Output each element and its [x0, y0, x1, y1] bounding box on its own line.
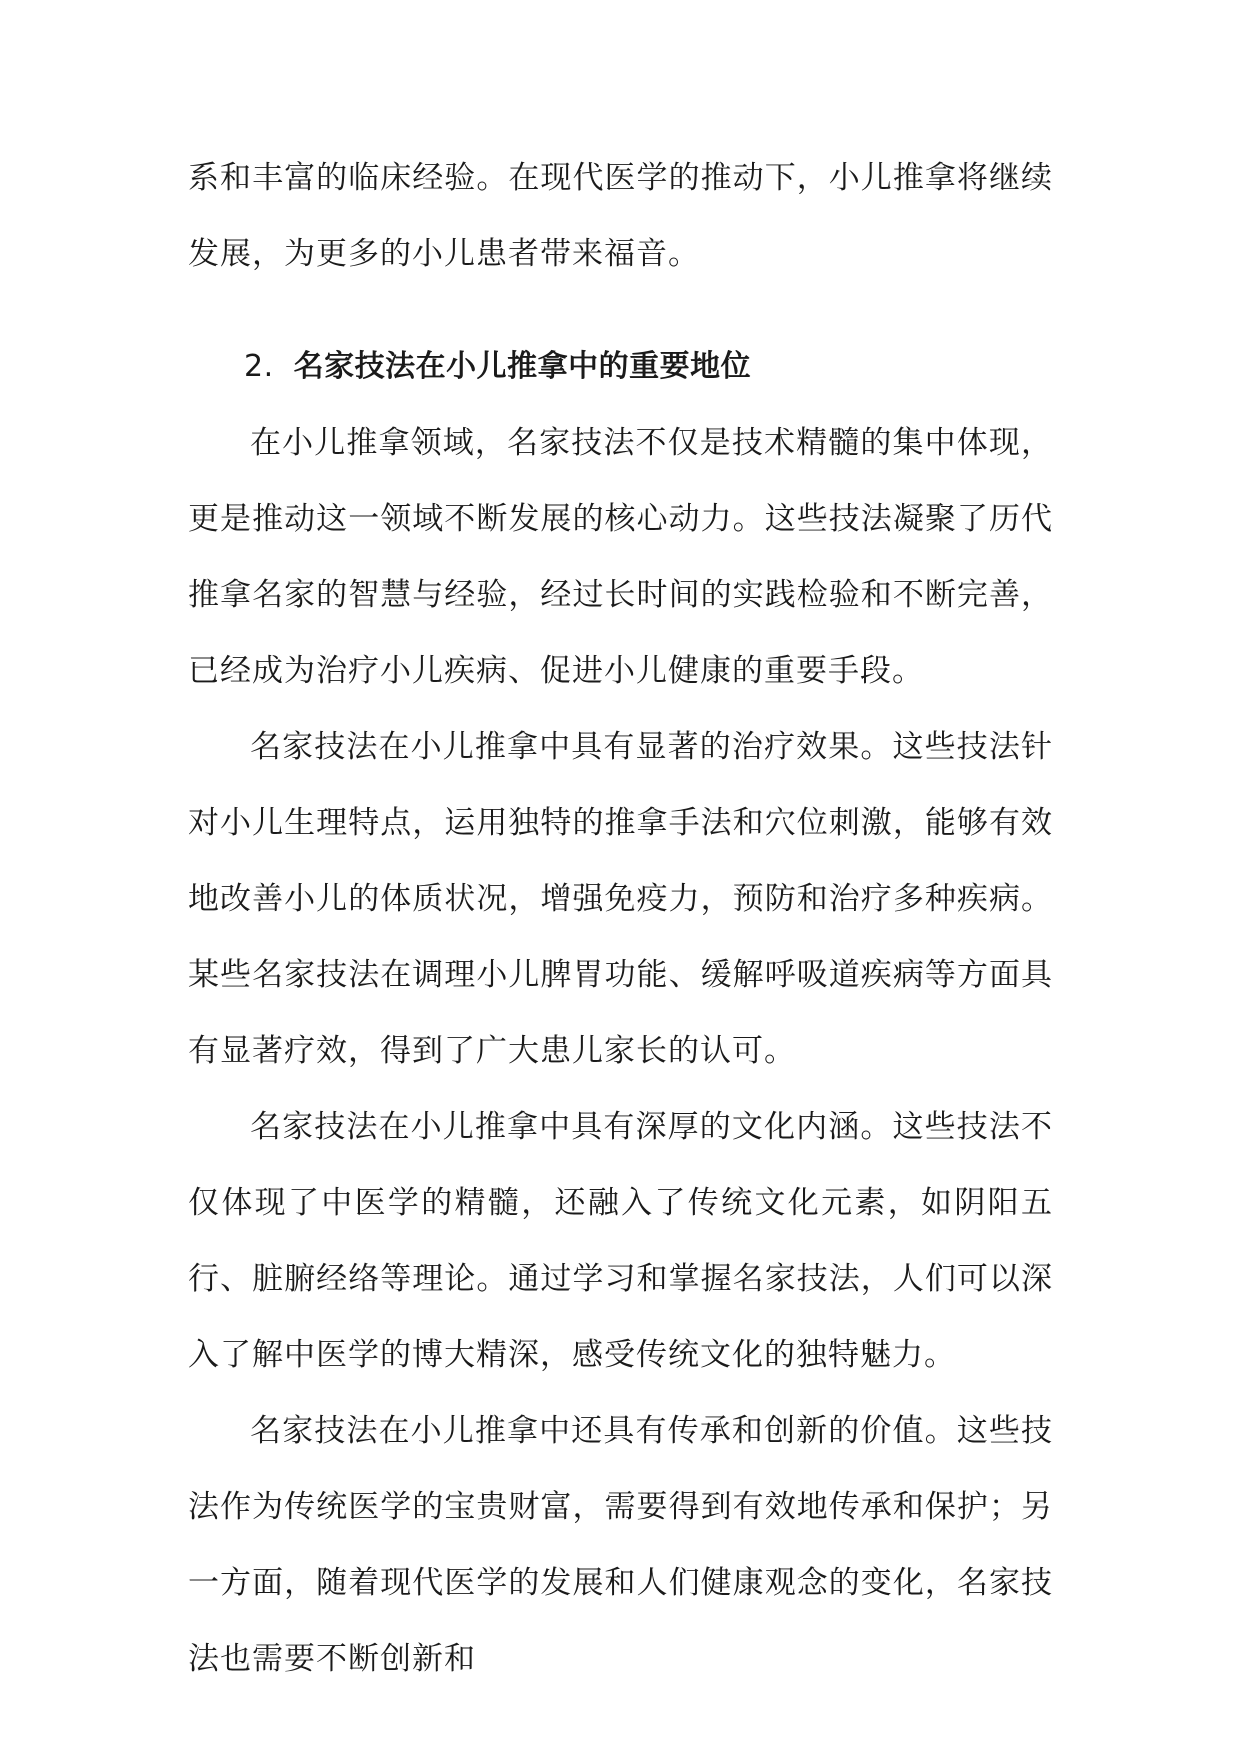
section-title: 名家技法在小儿推拿中的重要地位 — [293, 349, 752, 384]
document-body — [188, 140, 1053, 1697]
section-heading — [188, 329, 1053, 405]
body-paragraph: 名家技法在小儿推拿中具有深厚的文化内涵。这些技法不仅体现了中医学的精髓，还融入了传统文化元素，如阴阳五行、脏腑经络等理论。通过学习和掌握名家技法，人们可以深入了解中医学的博大精深，感受传统文化的独特魅力。 — [188, 1109, 1053, 1373]
body-paragraph: 在小儿推拿领域，名家技法不仅是技术精髓的集中体现，更是推动这一领域不断发展的核心动力。这些技法凝聚了历代推拿名家的智慧与经验，经过长时间的实践检验和不断完善，已经成为治疗小儿疾病、促进小儿健康的重要手段。 — [188, 425, 1053, 689]
body-paragraph: 名家技法在小儿推拿中具有显著的治疗效果。这些技法针对小儿生理特点，运用独特的推拿手法和穴位刺激，能够有效地改善小儿的体质状况，增强免疫力，预防和治疗多种疾病。某些名家技法在调理小儿脾胃功能、缓解呼吸道疾病等方面具有显著疗效，得到了广大患儿家长的认可。 — [188, 729, 1053, 1069]
section-number: 2. — [244, 349, 274, 384]
continuation-paragraph: 系和丰富的临床经验。在现代医学的推动下，小儿推拿将继续发展，为更多的小儿患者带来福音。 — [188, 160, 1053, 272]
body-paragraph: 名家技法在小儿推拿中还具有传承和创新的价值。这些技法作为传统医学的宝贵财富，需要得到有效地传承和保护；另一方面，随着现代医学的发展和人们健康观念的变化，名家技法也需要不断创新和 — [188, 1413, 1053, 1677]
